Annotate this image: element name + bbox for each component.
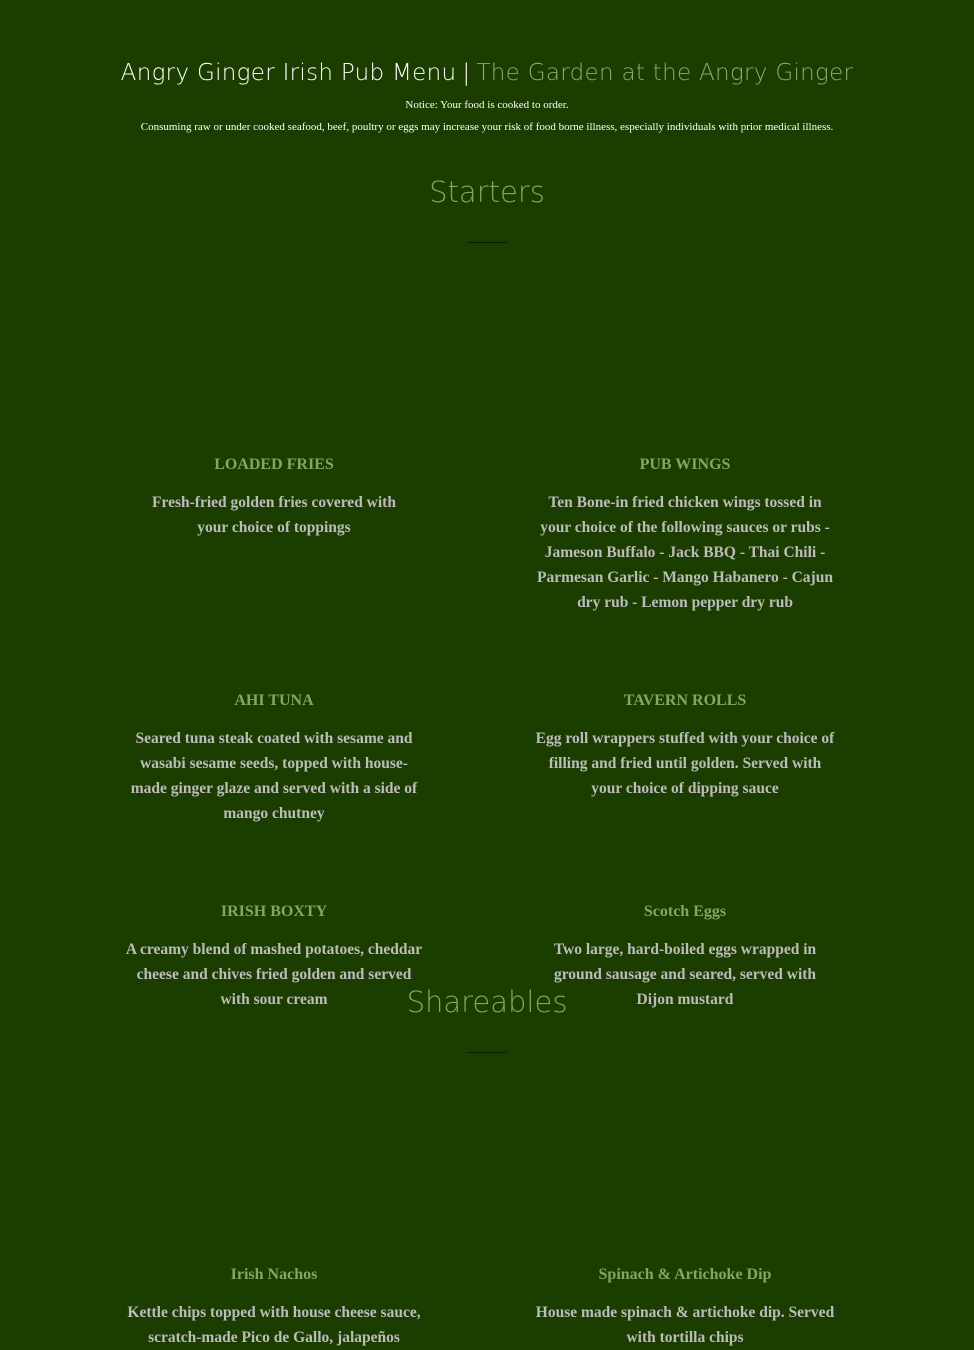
item-description: Ten Bone-in fried chicken wings tossed in your choice of the following sauces or rubs - Jameson Buffalo - Jack BBQ - Thai Chili - Parmesan Garlic - Mango Habanero - Cajun dry rub - Lemon pepper dry rub bbox=[537, 494, 833, 611]
item-description: Kettle chips topped with house cheese sauce, scratch-made Pico de Gallo, jalapeños bbox=[127, 1304, 421, 1346]
title-separator: | bbox=[462, 60, 471, 86]
item-name: LOADED FRIES bbox=[214, 456, 334, 473]
menu-item-spinach-artichoke-dip bbox=[535, 1264, 835, 1350]
item-name: Irish Nachos bbox=[230, 1266, 318, 1283]
item-description: House made spinach & artichoke dip. Served with tortilla chips bbox=[535, 1304, 835, 1346]
notice-line-2: Consuming raw or under cooked seafood, beef, poultry or eggs may increase your risk of food borne illness, especially individuals with prior medical illness. bbox=[140, 121, 834, 133]
item-name: PUB WINGS bbox=[639, 456, 731, 473]
section-shareables bbox=[0, 982, 974, 1053]
item-name: Spinach & Artichoke Dip bbox=[598, 1266, 772, 1283]
menu-item-ahi-tuna bbox=[124, 690, 424, 826]
section-divider bbox=[467, 1052, 507, 1053]
item-name: AHI TUNA bbox=[234, 692, 314, 709]
menu-item-pub-wings bbox=[535, 454, 835, 615]
item-description: Seared tuna steak coated with sesame and wasabi sesame seeds, topped with house-made ginger glaze and served with a side of mango chutney bbox=[130, 730, 418, 822]
section-starters bbox=[0, 172, 974, 243]
item-description: Fresh-fried golden fries covered with your choice of toppings bbox=[152, 494, 396, 536]
item-name: TAVERN ROLLS bbox=[623, 692, 747, 709]
title-sub: The Garden at the Angry Ginger bbox=[476, 60, 854, 86]
menu-item-loaded-fries bbox=[124, 454, 424, 540]
page-title bbox=[0, 56, 974, 90]
notice bbox=[0, 94, 974, 138]
title-main: Angry Ginger Irish Pub Menu bbox=[120, 60, 457, 86]
section-title: Shareables bbox=[406, 985, 568, 1019]
notice-line-1: Notice: Your food is cooked to order. bbox=[405, 99, 569, 111]
section-divider bbox=[467, 242, 507, 243]
item-name: IRISH BOXTY bbox=[220, 903, 328, 920]
item-description: Two large, hard-boiled eggs wrapped in ground sausage and seared, served with Dijon mustard bbox=[553, 941, 817, 1008]
item-name: Scotch Eggs bbox=[643, 903, 727, 920]
menu-item-tavern-rolls bbox=[535, 690, 835, 801]
item-description: Egg roll wrappers stuffed with your choice of filling and fried until golden. Served with your choice of dipping sauce bbox=[535, 730, 835, 797]
page-header bbox=[0, 0, 974, 138]
menu-item-irish-nachos bbox=[124, 1264, 424, 1350]
section-title: Starters bbox=[429, 175, 545, 209]
item-description: A creamy blend of mashed potatoes, cheddar cheese and chives fried golden and served with sour cream bbox=[125, 941, 423, 1008]
